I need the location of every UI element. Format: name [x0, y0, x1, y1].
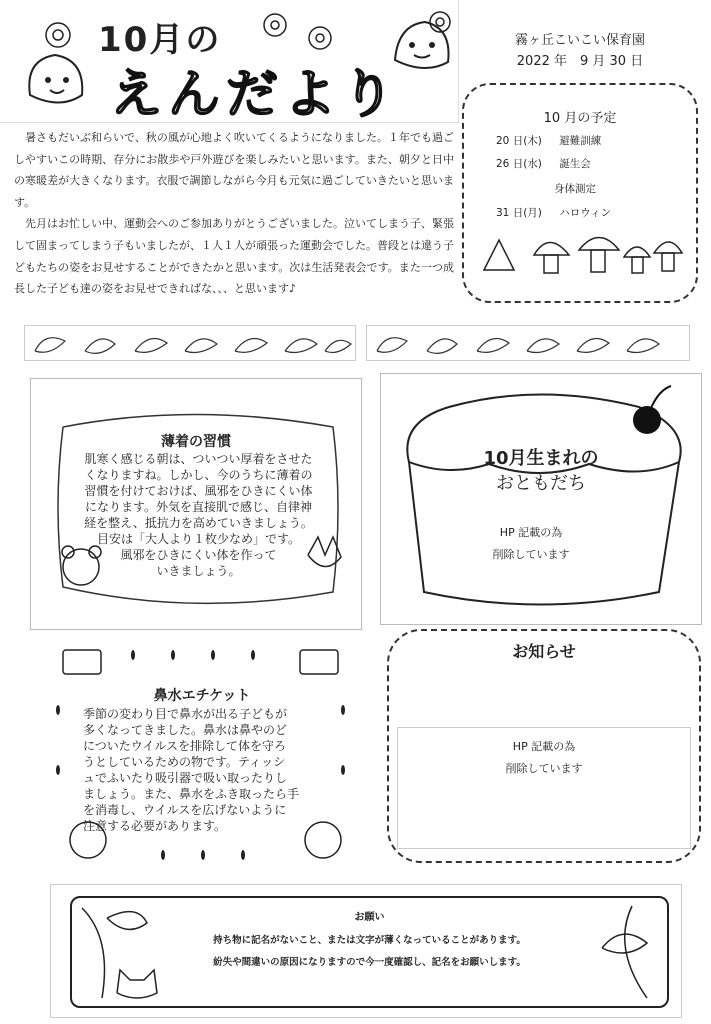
request-line-2: 紛失や間違いの原因になりますので今一度確認し、記名をお願いします。	[213, 957, 526, 968]
request-frame	[70, 896, 669, 1008]
schedule-box	[462, 83, 698, 303]
schedule-title: 10 月の予定	[543, 111, 617, 126]
birthday-title-line2: おともだち	[496, 473, 586, 494]
thin-clothes-text: 肌寒く感じる朝は、ついつい厚着をさせた くなりますね。しかし、今のうちに薄着の 習慣を付けておけば、風邪をひきにくい体 になります。外気を直接肌で感じ、自律神 経を整え、抵抗力を高めていきましょう。 目安は「大人より１枚少なめ」です。 風邪をひきにくい体を作って いきましょう。	[84, 452, 313, 578]
thin-clothes-panel	[30, 378, 362, 630]
notice-box	[387, 629, 701, 863]
mushroom-parade-illustration	[474, 225, 684, 285]
schedule-row: 20 日(木) 避難訓練	[496, 135, 602, 147]
birthday-panel	[380, 373, 702, 625]
notice-content: HP 記載の為 削除しています	[397, 727, 691, 849]
leaf-border-right	[366, 325, 690, 361]
birthday-note: HP 記載の為 削除しています	[492, 526, 570, 561]
schedule-row: 身体測定	[554, 183, 596, 195]
leaf-icon	[367, 326, 689, 360]
request-heading: お願い	[354, 912, 385, 923]
intro-paragraph-1: 暑さもだいぶ和らいで、秋の風が心地よく吹いてくるようになりました。１年でも過ごしやすいこの時期、存分にお散歩や戸外遊びを楽しみたいと思います。また、朝夕と日中の寒暖差が大きくなります。衣服で調節しながら今月も元気に過ごしていきたいと思います。	[14, 131, 454, 209]
request-line-1: 持ち物に記名がないこと、または文字が薄くなっていることがあります。	[213, 935, 526, 946]
nose-heading: 鼻水エチケット	[153, 688, 251, 704]
birthday-title-line1: 10月生まれの	[483, 448, 599, 469]
intro-text	[14, 127, 454, 300]
page-title: えんだより	[110, 65, 401, 125]
nursery-name: 霧ヶ丘こいこい保育園	[514, 33, 645, 48]
nursery-info	[500, 30, 660, 72]
intro-paragraph-2: 先月はお忙しい中、運動会へのご参加ありがとうございました。泣いてしまう子、緊張して固まってしまう子もいましたが、１人１人が頑張った運動会でした。普段とは違う子どもたちの姿をお見せすることができたかと思います。次は生活発表会です。また一つ成長した子ども達の姿をお見せできればな、、、と思います♪	[14, 217, 454, 296]
cherry-icon	[633, 406, 661, 434]
issue-date: 2022 年 9 月 30 日	[516, 54, 644, 69]
leaf-border-left	[24, 325, 356, 361]
nose-text: 季節の変わり目で鼻水が出る子どもが 多くなってきました。鼻水は鼻やのど についたウイルスを排除して体を守ろ うとしているための物です。ティッシ ュでふいたり吸引器で吸い取ったりし ましょう。また、鼻水をふき取ったら手 を消毒し、ウイルスを広げないように 注意する必要があります。	[83, 707, 300, 833]
schedule-row: 31 日(月) ハロウィン	[496, 207, 612, 219]
cake-illustration	[389, 382, 693, 616]
notice-heading: お知らせ	[512, 642, 576, 661]
nose-panel	[38, 630, 366, 874]
title-month: 10月の	[98, 20, 222, 60]
leaf-icon	[25, 326, 355, 360]
thin-clothes-heading: 薄着の習慣	[161, 434, 231, 450]
schedule-row: 26 日(水) 誕生会	[496, 158, 591, 170]
cat-icon	[117, 970, 157, 998]
